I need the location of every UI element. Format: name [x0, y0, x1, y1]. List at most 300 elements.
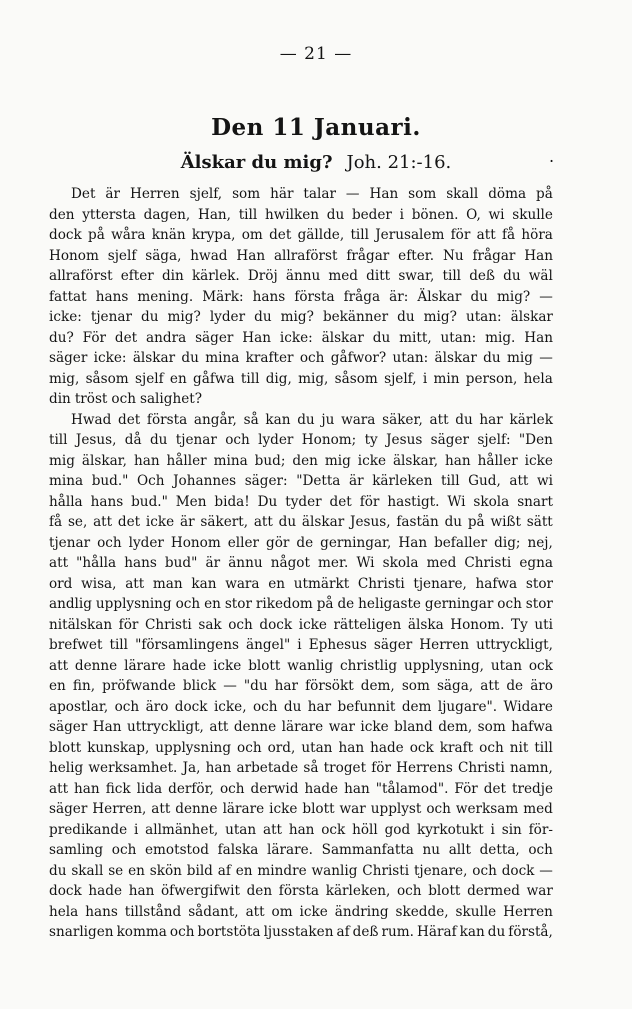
word: Han	[92, 719, 122, 735]
word: säger	[49, 719, 88, 735]
word: denne	[233, 719, 277, 735]
word: för	[118, 616, 139, 633]
word: arbetade	[236, 760, 299, 776]
word: du	[297, 411, 315, 428]
word: älskar	[510, 309, 553, 325]
word: dock	[49, 883, 82, 899]
word: man	[152, 575, 183, 592]
word: icke	[360, 719, 389, 735]
word: werksamhet.	[88, 760, 178, 776]
text-line	[49, 307, 553, 328]
text-line	[49, 738, 553, 759]
text-line	[49, 348, 553, 369]
word: Och	[137, 473, 165, 489]
word: i	[297, 637, 302, 653]
word: i	[422, 370, 428, 387]
word: war	[328, 719, 355, 735]
word: snart	[517, 493, 553, 510]
word: blott	[428, 883, 461, 899]
word: gällde,	[297, 227, 345, 243]
word: älskar,	[392, 452, 439, 469]
word: deß	[469, 268, 496, 284]
word: dock	[501, 862, 535, 879]
word: sjelf,	[384, 370, 417, 387]
word: angår,	[193, 411, 237, 428]
word: dem,	[360, 678, 395, 694]
word: för	[359, 493, 380, 510]
word: kan	[265, 411, 291, 428]
word: se,	[67, 514, 88, 530]
text-line	[49, 266, 553, 287]
word: icke,	[213, 698, 247, 715]
word: ännu	[228, 555, 263, 571]
word: Ty	[511, 616, 528, 633]
word: är	[179, 514, 195, 530]
word: som	[408, 186, 437, 202]
word: på	[88, 227, 105, 243]
text-line	[49, 451, 553, 472]
word: dock	[259, 616, 293, 633]
word: säger	[49, 801, 88, 817]
word: frågar	[346, 247, 390, 264]
word: det	[483, 780, 507, 797]
word: kärlek	[509, 411, 553, 428]
word: skola	[473, 493, 510, 510]
word: att	[49, 780, 69, 797]
word: —	[223, 678, 237, 694]
word: allt	[448, 842, 471, 858]
word: icke	[213, 657, 242, 674]
word: ock	[321, 821, 346, 838]
word: tjenar	[90, 309, 132, 325]
word: mig	[324, 452, 351, 469]
word: säker,	[382, 411, 423, 428]
word: Christi	[144, 616, 192, 633]
word: utan:	[392, 350, 429, 366]
word: lärare	[222, 801, 265, 817]
word: att	[476, 227, 496, 243]
word: uti	[534, 616, 553, 633]
word: Hwad	[71, 411, 112, 428]
word: icke	[298, 616, 327, 633]
word: säkert,	[200, 514, 249, 530]
word: emotstod	[145, 842, 209, 858]
word: Jerusalem	[375, 227, 445, 243]
word: hade	[304, 780, 339, 797]
word: upplysning	[155, 739, 232, 756]
word: krypa,	[191, 227, 236, 243]
word: heligaste	[358, 596, 421, 612]
word: på	[467, 514, 485, 530]
text-line	[49, 492, 553, 513]
word: hwilken	[264, 206, 320, 223]
text-line	[49, 574, 553, 595]
word: du	[49, 862, 67, 879]
body-text	[49, 184, 553, 943]
word: skulle	[455, 903, 497, 920]
text-line	[49, 902, 553, 923]
word: få	[49, 514, 63, 530]
word: Du	[257, 493, 278, 510]
word: rikedom	[255, 596, 313, 612]
word: har	[479, 411, 503, 428]
word: han	[445, 452, 471, 469]
word: gerningar	[424, 596, 494, 612]
word: lärare.	[267, 842, 313, 858]
word: de	[337, 596, 355, 612]
word: war	[339, 801, 366, 817]
word: allmänhet,	[145, 821, 219, 838]
verse-heading	[0, 152, 632, 173]
word: sin	[501, 821, 522, 838]
text-line	[49, 287, 553, 308]
word: dock	[49, 227, 82, 243]
word: är	[205, 555, 221, 571]
word: "Detta	[296, 473, 341, 489]
text-line	[49, 697, 553, 718]
word: säger	[373, 637, 413, 653]
word: Nu	[442, 247, 464, 264]
word: Men	[175, 493, 207, 510]
word: skedde,	[395, 903, 449, 920]
word: mina	[49, 473, 84, 489]
page-number: — 21 —	[279, 44, 353, 64]
word: allraförst	[273, 247, 338, 264]
word: Christi	[458, 760, 505, 776]
word: ord	[49, 575, 73, 592]
word: för-	[528, 821, 553, 838]
word: att	[253, 514, 273, 530]
text-line	[49, 635, 553, 656]
word: och	[111, 391, 136, 407]
word: säger	[195, 329, 234, 346]
word: Wi	[447, 493, 466, 510]
text-line	[49, 225, 553, 246]
word: och	[97, 534, 122, 551]
word: höra	[521, 227, 553, 243]
word: "församlingens	[135, 637, 239, 653]
word: nit	[509, 739, 529, 756]
word: stor	[525, 596, 553, 612]
word: gåfwor?	[330, 350, 387, 366]
word: hans	[95, 288, 129, 305]
word: denne	[74, 657, 118, 674]
word: upplyst	[370, 801, 422, 817]
word: komma	[116, 924, 167, 940]
word: i	[490, 821, 495, 838]
word: säga,	[436, 678, 474, 694]
word: Ja,	[182, 760, 201, 776]
word: O,	[466, 206, 481, 223]
word: dock	[174, 698, 208, 715]
word: tjenare,	[413, 575, 467, 592]
word: frågar	[472, 247, 516, 264]
word: det	[117, 514, 141, 530]
word: pröfwande	[102, 678, 176, 694]
word: sjelf	[135, 370, 164, 387]
word: du	[487, 924, 506, 940]
text-line	[49, 369, 553, 390]
word: wißt	[490, 514, 521, 530]
word: ock	[528, 657, 553, 674]
word: skall	[71, 862, 104, 879]
word: lyder	[209, 309, 246, 325]
word: du	[503, 268, 521, 284]
word: Christi	[357, 575, 405, 592]
word: snarligen	[49, 924, 114, 940]
word: bland	[394, 719, 433, 735]
text-line	[49, 779, 553, 800]
word: med	[523, 801, 553, 817]
word: blick	[182, 678, 217, 694]
word: icke	[524, 452, 553, 469]
word: Christi	[362, 862, 410, 879]
word: —	[539, 288, 553, 305]
word: ditt	[366, 268, 391, 284]
word: han	[288, 821, 315, 838]
word: Han,	[197, 206, 232, 223]
word: wi	[536, 473, 553, 489]
word: lärare	[124, 657, 166, 674]
word: min	[433, 370, 460, 387]
word: bud"	[164, 555, 198, 571]
word: att	[245, 903, 265, 920]
word: till	[442, 268, 462, 284]
word: kan	[459, 924, 485, 940]
word: ännu	[285, 268, 321, 284]
word: du	[326, 206, 345, 223]
word: swar,	[398, 268, 435, 284]
word: att	[151, 801, 171, 817]
word: af	[336, 924, 350, 940]
word: bud;	[254, 452, 286, 469]
word: något	[270, 555, 310, 571]
word: din	[161, 268, 184, 284]
word: de	[506, 678, 524, 694]
word: dig,	[265, 370, 292, 387]
word: han	[338, 739, 365, 756]
word: gåfwa	[193, 370, 235, 387]
text-line	[49, 594, 553, 615]
word: den	[292, 452, 318, 469]
word: mina	[205, 350, 240, 366]
word: till	[350, 227, 369, 243]
word: hans	[90, 493, 124, 510]
word: bönen.	[411, 206, 459, 223]
word: blott	[302, 801, 335, 817]
word: Johannes	[173, 473, 237, 489]
word: för	[371, 760, 391, 776]
word: wanlig	[311, 862, 358, 879]
word: tillstånd	[124, 903, 182, 920]
word: detta,	[479, 842, 520, 858]
word: skön	[149, 862, 182, 879]
word: han	[74, 780, 100, 797]
word: ord,	[267, 739, 296, 756]
word: icke	[357, 452, 386, 469]
word: mig	[49, 452, 75, 469]
word: och	[472, 862, 497, 879]
word: utan:	[465, 309, 502, 325]
word: sak	[198, 616, 222, 633]
word: till	[441, 473, 460, 489]
word: sjelf,	[189, 186, 223, 202]
word: och	[228, 616, 253, 633]
word: ändring	[334, 903, 389, 920]
word: efter.	[398, 247, 435, 264]
word: —	[539, 350, 553, 366]
word: Jesus,	[75, 432, 117, 448]
word: så	[303, 760, 319, 776]
word: wanlig	[287, 657, 334, 674]
word: säga,	[145, 247, 182, 264]
word: att	[209, 719, 229, 735]
word: höll	[352, 821, 378, 838]
verse-question: Älskar du mig?	[180, 152, 333, 173]
word: sådant,	[188, 903, 239, 920]
word: ängel"	[246, 637, 291, 653]
text-line	[49, 553, 553, 574]
word: kärleken	[372, 473, 433, 489]
text-line	[49, 758, 553, 779]
word: mig?	[167, 309, 201, 325]
word: talar	[303, 186, 336, 202]
word: du	[283, 698, 302, 715]
word: Herren	[419, 637, 469, 653]
word: och	[396, 883, 422, 899]
word: lärare	[281, 719, 324, 735]
word: mig?	[423, 309, 457, 325]
word: älskar	[321, 329, 364, 346]
word: gerningar,	[320, 534, 392, 551]
word: han	[133, 452, 160, 469]
word: tredje	[512, 780, 553, 797]
word: mening.	[137, 288, 194, 305]
word: det	[329, 493, 352, 510]
word: Herren	[129, 186, 180, 202]
word: Honom	[170, 534, 221, 551]
word: och	[252, 698, 278, 715]
word: han	[205, 760, 232, 776]
word: den	[246, 883, 273, 899]
text-line	[49, 615, 553, 636]
word: bida!	[214, 493, 250, 510]
word: tröst	[74, 391, 108, 407]
word: är:	[389, 288, 409, 305]
word: skulle	[512, 206, 553, 223]
word: att	[480, 678, 500, 694]
word: Häraf	[417, 924, 457, 940]
word: icke:	[49, 309, 82, 325]
word: som	[232, 186, 261, 202]
word: deß	[352, 924, 379, 940]
word: såsom	[85, 370, 129, 387]
word: kraft	[439, 739, 474, 756]
word: icke	[145, 514, 175, 530]
word: du	[397, 309, 415, 325]
word: derwid	[250, 780, 299, 797]
word: du	[444, 514, 463, 530]
word: ju	[321, 411, 335, 428]
word: första	[278, 883, 320, 899]
word: att	[93, 514, 113, 530]
text-line	[49, 389, 553, 410]
word: som	[477, 719, 506, 735]
word: tjenar	[49, 534, 91, 551]
word: "hålla	[76, 555, 117, 571]
word: Han	[236, 247, 266, 264]
word: Han	[242, 329, 272, 346]
word: du	[372, 329, 391, 346]
word: en	[235, 862, 253, 879]
word: öfwergifwit	[161, 883, 240, 899]
word: du	[254, 309, 272, 325]
word: ljugare".	[437, 698, 498, 715]
word: helig	[49, 760, 84, 776]
word: wäl	[528, 268, 553, 284]
word: andra	[146, 329, 187, 346]
word: utmärkt	[293, 575, 350, 592]
word: utan	[301, 739, 333, 756]
word: christlig	[340, 657, 398, 674]
word: wisa,	[81, 575, 117, 592]
word: lyder	[258, 432, 294, 448]
word: ty	[364, 432, 378, 448]
word: älska	[407, 616, 444, 633]
word: "Den	[518, 432, 553, 448]
word: mig,	[298, 370, 329, 387]
word: du	[141, 309, 159, 325]
word: fick	[105, 780, 131, 797]
word: skall	[446, 186, 479, 202]
word: utan	[225, 821, 257, 838]
word: till	[534, 739, 553, 756]
word: du	[149, 432, 168, 448]
word: hans	[85, 903, 118, 920]
word: namn,	[510, 760, 553, 776]
word: Honom	[49, 247, 99, 264]
text-line	[49, 676, 553, 697]
word: på	[316, 596, 334, 612]
word: "du	[243, 678, 268, 694]
word: werksam	[455, 801, 519, 817]
word: mig.	[485, 329, 516, 346]
word: uttryckligt,	[126, 719, 204, 735]
word: och	[237, 739, 262, 756]
word: en	[169, 370, 187, 387]
word: älskar	[301, 514, 345, 530]
word: Honom;	[301, 432, 357, 448]
word: och	[219, 780, 245, 797]
word: krafter	[245, 350, 294, 366]
word: derför,	[168, 780, 214, 797]
text-line	[49, 717, 553, 738]
word: utan:	[440, 329, 477, 346]
word: utan	[490, 657, 522, 674]
word: icke	[269, 801, 298, 817]
word: Älskar	[417, 288, 462, 305]
word: en	[204, 596, 221, 612]
word: Widare	[503, 698, 553, 715]
word: upplysning	[95, 596, 172, 612]
word: hwad	[190, 247, 228, 264]
word: Christi	[464, 555, 512, 571]
word: till	[49, 432, 68, 448]
word: sätt	[526, 514, 553, 530]
word: är	[105, 186, 120, 202]
word: befaller	[434, 534, 488, 551]
word: dem,	[438, 719, 473, 735]
